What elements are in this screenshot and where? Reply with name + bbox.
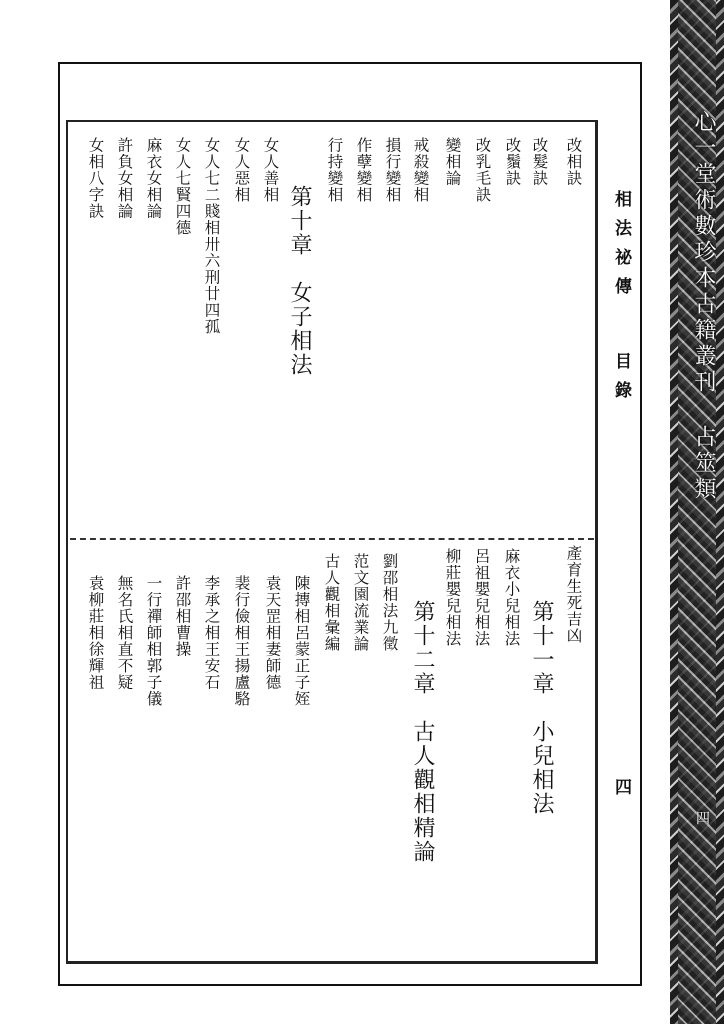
toc-item: 麻衣小兒相法 xyxy=(502,548,521,647)
toc-item: 劉邵相法九徵 xyxy=(380,553,399,652)
toc-item: 變相論 xyxy=(443,137,462,187)
toc-item: 損行變相 xyxy=(383,137,402,203)
section-label: 目錄 xyxy=(611,352,631,410)
toc-item: 女人七二賤相卅六刑廿四孤 xyxy=(202,137,221,335)
toc-item: 改乳毛訣 xyxy=(473,137,492,203)
toc-item: 產育生死吉凶 xyxy=(564,545,583,644)
toc-item: 女人七賢四德 xyxy=(173,137,192,236)
toc-item: 女相八字訣 xyxy=(86,137,105,220)
toc-item: 李承之相王安石 xyxy=(202,575,221,691)
toc-item: 女人善相 xyxy=(261,137,280,203)
toc-item: 行持變相 xyxy=(325,137,344,203)
contents-box xyxy=(66,120,598,964)
section-divider xyxy=(70,538,594,540)
toc-item: 改相訣 xyxy=(564,137,583,187)
chapter-12-heading: 第十二章 古人觀相精論 xyxy=(410,600,435,864)
toc-item: 袁天罡相妻師德 xyxy=(263,575,282,691)
toc-item: 改鬚訣 xyxy=(503,137,522,187)
toc-item: 柳莊嬰兒相法 xyxy=(443,548,462,647)
toc-item: 作孽變相 xyxy=(354,137,373,203)
toc-item: 許邵相曹操 xyxy=(173,575,192,658)
toc-item: 裴行儉相王揚盧駱 xyxy=(232,575,251,707)
toc-item: 陳摶相呂蒙正子姪 xyxy=(292,575,311,707)
toc-item: 戒殺變相 xyxy=(411,137,430,203)
toc-item: 麻衣女相論 xyxy=(144,137,163,220)
toc-item: 無名氏相直不疑 xyxy=(115,575,134,691)
toc-item: 古人觀相彙編 xyxy=(322,553,341,652)
chapter-11-heading: 第十一章 小兒相法 xyxy=(529,600,554,816)
decorative-side-strip xyxy=(670,0,724,1024)
toc-item: 改髮訣 xyxy=(530,137,549,187)
toc-item: 呂祖嬰兒相法 xyxy=(472,548,491,647)
book-title: 相法祕傳 xyxy=(611,190,631,306)
page-number: 四 xyxy=(611,778,631,795)
strip-page-number: 四 xyxy=(696,811,710,827)
series-title: 心一堂術數珍本古籍叢刊 占筮類 xyxy=(691,110,716,503)
toc-item: 袁柳莊相徐輝祖 xyxy=(86,575,105,691)
toc-item: 一行禪師相郭子儀 xyxy=(144,575,163,707)
toc-item: 許負女相論 xyxy=(115,137,134,220)
chapter-10-heading: 第十章 女子相法 xyxy=(287,185,312,377)
toc-item: 女人惡相 xyxy=(232,137,251,203)
toc-item: 范文園流業論 xyxy=(351,553,370,652)
